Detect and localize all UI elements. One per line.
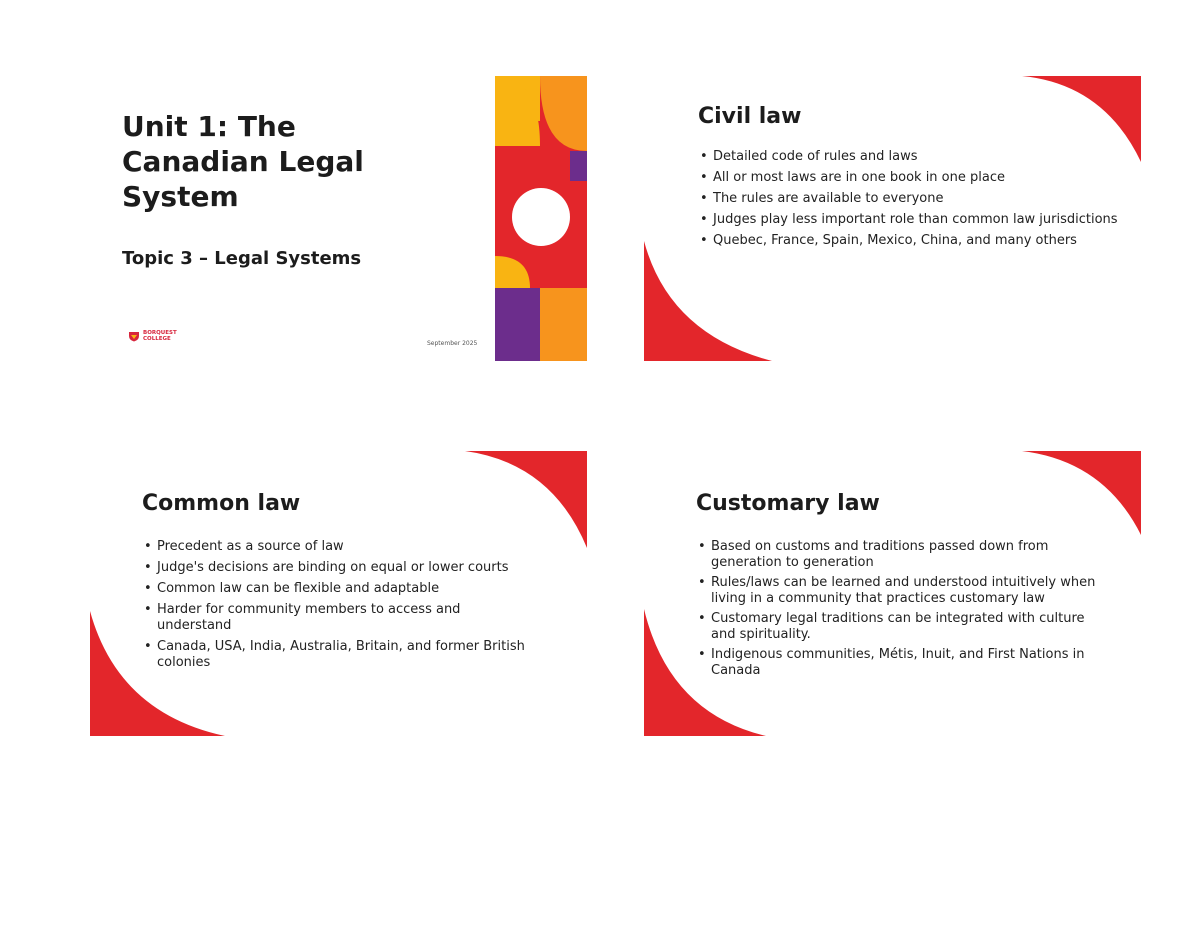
bullet-list	[698, 149, 1123, 254]
list-item: • The rules are available to everyone	[698, 191, 1123, 207]
geometric-pattern	[90, 76, 587, 361]
slide-subtitle: Topic 3 – Legal Systems	[122, 248, 362, 269]
list-item: • Customary legal traditions can be integrated with culture and spirituality.	[696, 611, 1106, 643]
list-item: • Precedent as a source of law	[142, 539, 532, 555]
list-item: • All or most laws are in one book in one place	[698, 170, 1123, 186]
list-item: • Based on customs and traditions passed down from generation to generation	[696, 539, 1106, 571]
slide-customary-law	[644, 451, 1141, 736]
slide-civil-law	[644, 76, 1141, 361]
list-item: • Common law can be flexible and adaptable	[142, 581, 532, 597]
slide-main-title: Unit 1: The Canadian Legal System	[122, 110, 364, 213]
list-item: • Quebec, France, Spain, Mexico, China, and many others	[698, 233, 1123, 249]
slide-title	[90, 76, 587, 361]
list-item: • Detailed code of rules and laws	[698, 149, 1123, 165]
slide-heading: Civil law	[698, 104, 802, 129]
list-item: • Rules/laws can be learned and understood intuitively when living in a community that practices customary law	[696, 575, 1106, 607]
slide-heading: Customary law	[696, 491, 880, 516]
bullet-list	[142, 539, 532, 676]
list-item: • Harder for community members to access and understand	[142, 602, 532, 634]
list-item: • Canada, USA, India, Australia, Britain, and former British colonies	[142, 639, 532, 671]
list-item: • Indigenous communities, Métis, Inuit, and First Nations in Canada	[696, 647, 1106, 679]
slide-date: September 2025	[427, 340, 478, 347]
list-item: • Judges play less important role than common law jurisdictions	[698, 212, 1123, 228]
slide-common-law	[90, 451, 587, 736]
bullet-list	[696, 539, 1106, 683]
list-item: • Judge's decisions are binding on equal or lower courts	[142, 560, 532, 576]
logo-text: BORQUEST COLLEGE	[143, 330, 177, 342]
slide-heading: Common law	[142, 491, 301, 516]
